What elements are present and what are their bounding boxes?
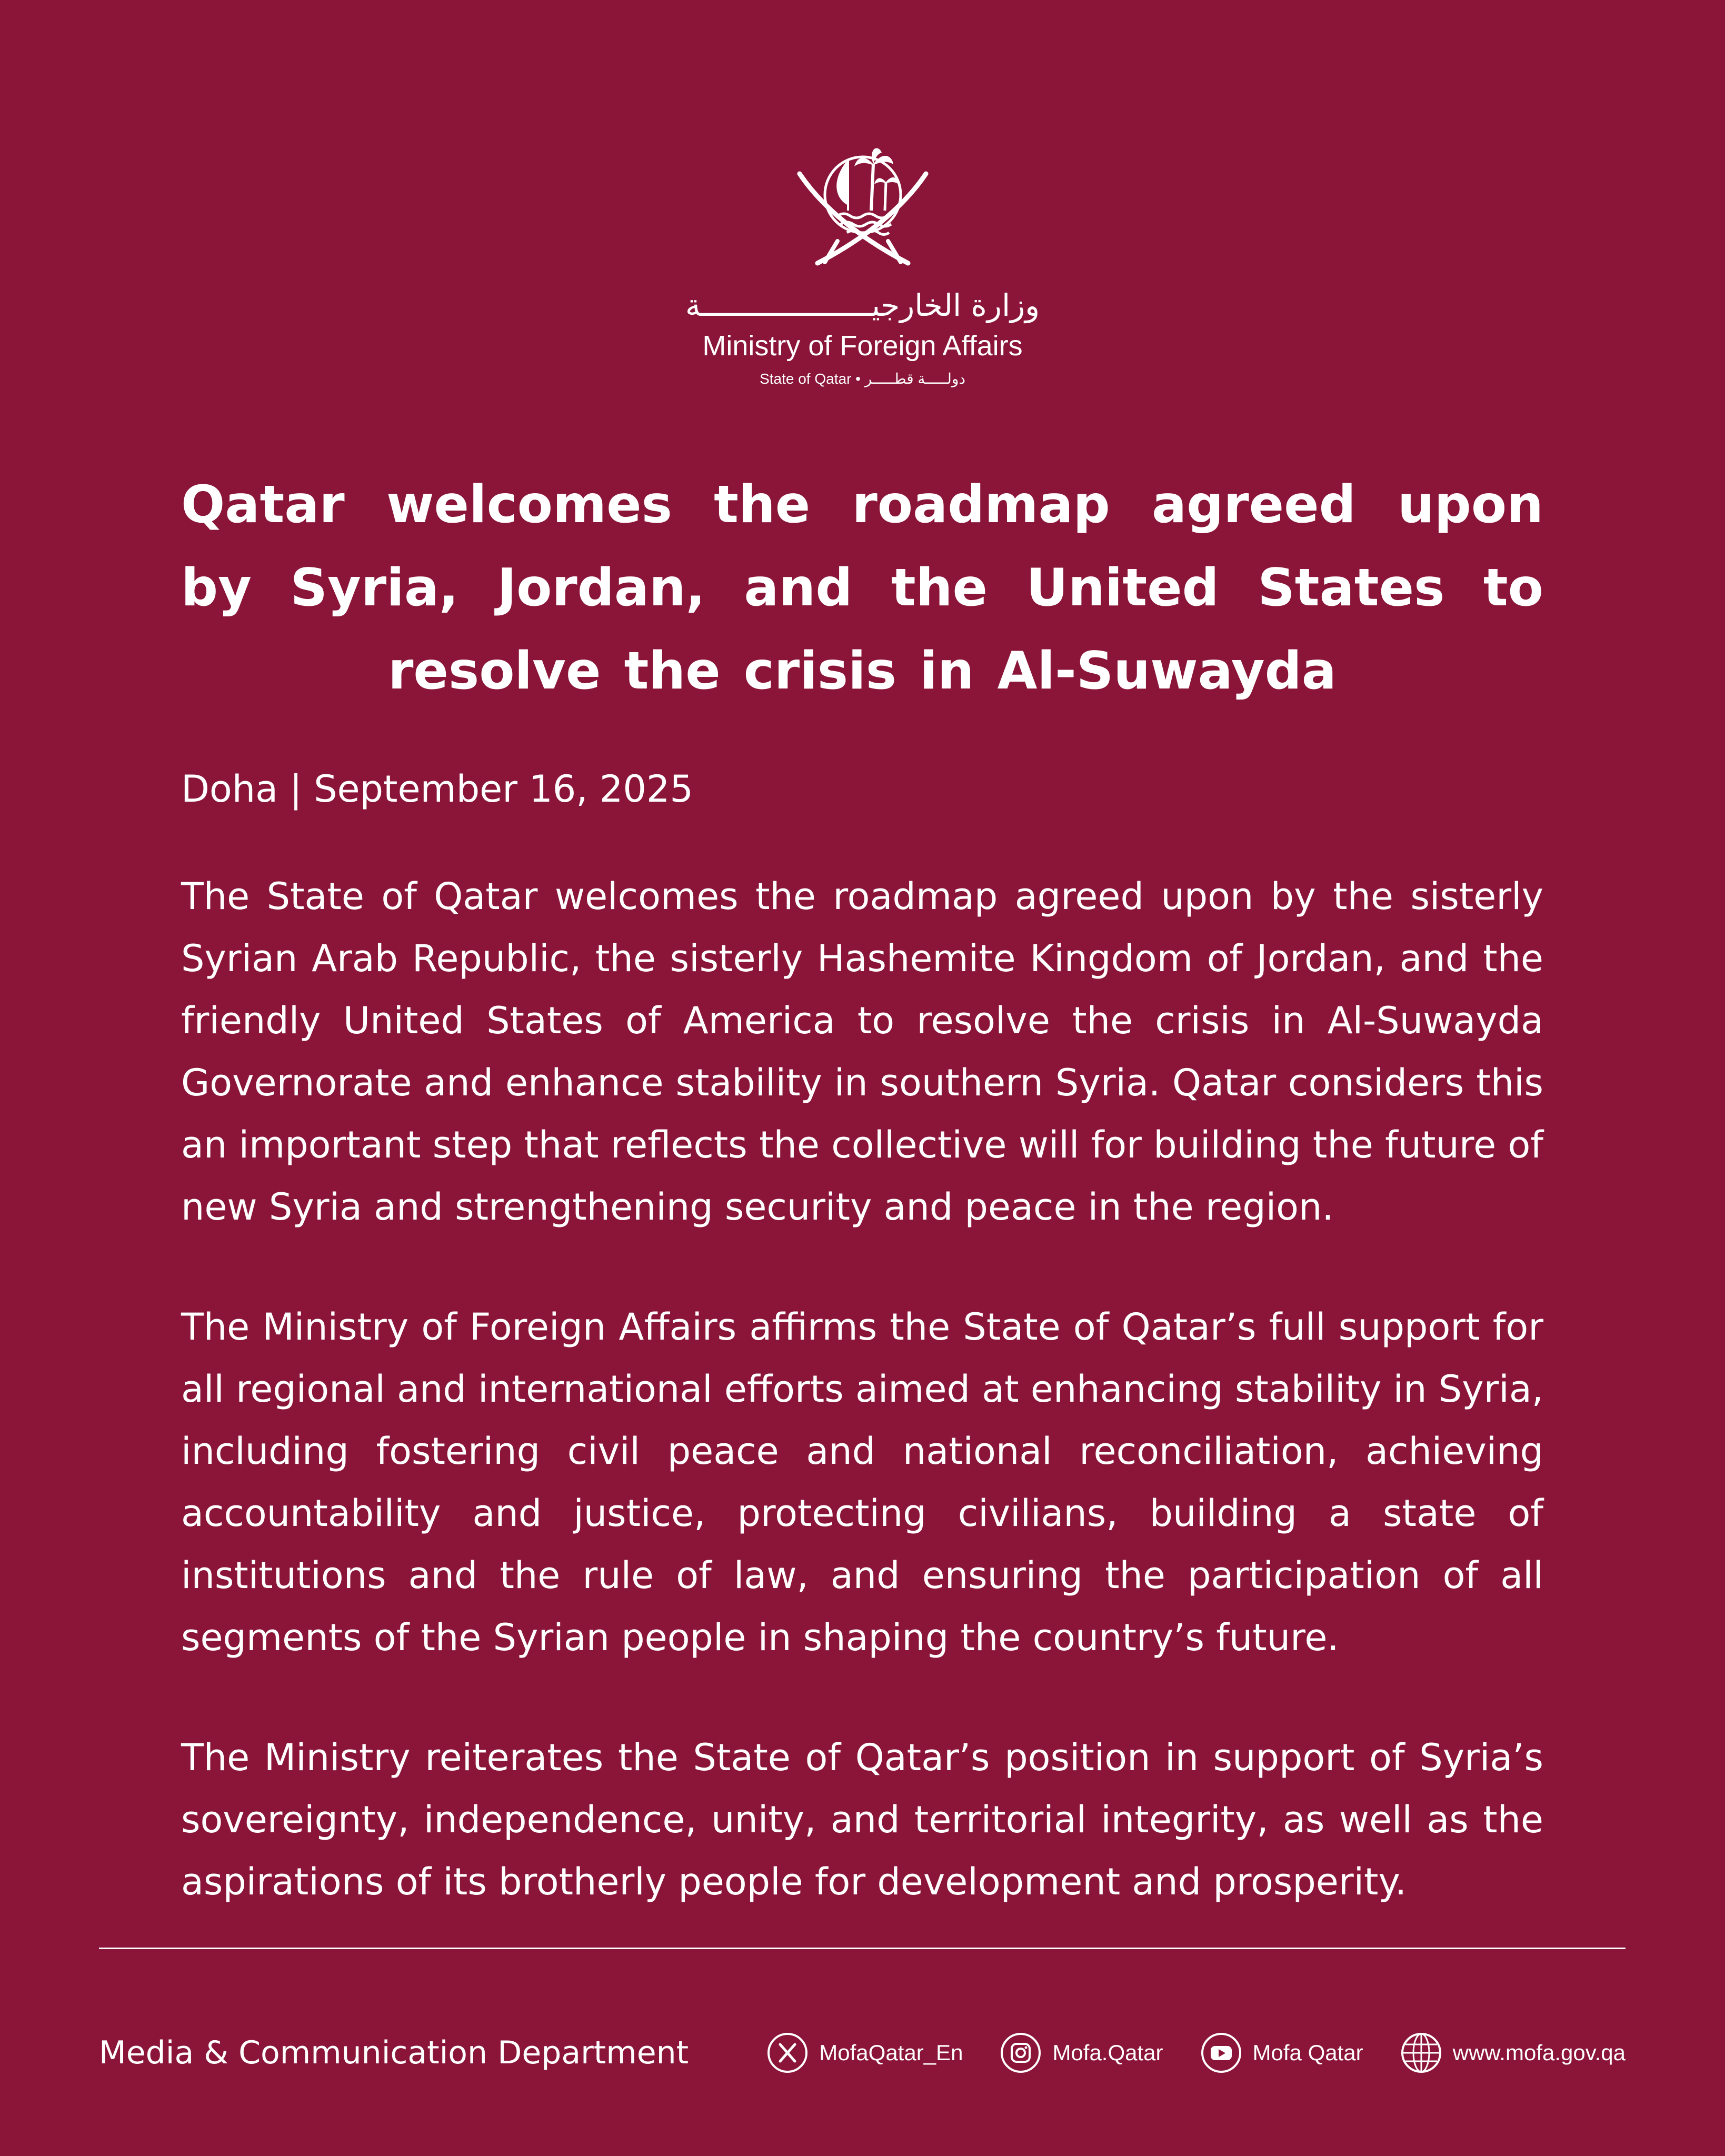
body-paragraph: The Ministry reiterates the State of Qatar’s position in support of Syria’s sovereignty, independence, unity, and territorial integrity, as well as the aspirations of its brotherly people for development and prosperity. bbox=[181, 1736, 1543, 1903]
ministry-name-arabic: وزارة الخارجيـــــــــــــــــــة bbox=[685, 287, 1040, 323]
youtube-icon bbox=[1200, 2032, 1242, 2074]
footer-divider bbox=[99, 1948, 1626, 1949]
social-links bbox=[730, 2027, 1626, 2079]
state-of-qatar-line: State of Qatar • دولـــــة قطـــــر bbox=[760, 371, 965, 387]
qatar-emblem-icon bbox=[789, 132, 936, 274]
social-handle-youtube: Mofa Qatar bbox=[1252, 2040, 1363, 2065]
social-link-instagram[interactable] bbox=[1000, 2032, 1163, 2074]
x-icon bbox=[766, 2032, 809, 2074]
social-link-x[interactable] bbox=[766, 2032, 963, 2074]
social-handle-instagram: Mofa.Qatar bbox=[1052, 2040, 1163, 2065]
globe-icon bbox=[1400, 2032, 1442, 2074]
ministry-logo bbox=[0, 132, 1725, 393]
website-url: www.mofa.gov.qa bbox=[1452, 2040, 1626, 2065]
dateline: Doha | September 16, 2025 bbox=[181, 767, 693, 811]
social-link-youtube[interactable] bbox=[1200, 2032, 1363, 2074]
press-release-title: Qatar welcomes the roadmap agreed upon by Syria, Jordan, and the United States to resolve the crisis in Al-Suwayda bbox=[181, 475, 1543, 701]
press-release bbox=[181, 463, 1543, 1913]
footer bbox=[99, 2027, 1626, 2079]
department-name: Media & Communication Department bbox=[99, 2034, 689, 2071]
social-handle-x: MofaQatar_En bbox=[819, 2040, 963, 2065]
ministry-name-english: Ministry of Foreign Affairs bbox=[702, 330, 1023, 362]
social-link-website[interactable] bbox=[1400, 2032, 1626, 2074]
body-paragraph: The State of Qatar welcomes the roadmap agreed upon by the sisterly Syrian Arab Republic, the sisterly Hashemite Kingdom of Jordan, and the friendly United States of America to resolve the crisis in Al-Suwayda Governorate and enhance stability in southern Syria. Qatar considers this an important step that reflects the collective will for building the future of new Syria and strengthening security and peace in the region. bbox=[181, 875, 1543, 1229]
body-paragraph: The Ministry of Foreign Affairs affirms the State of Qatar’s full support for all regional and international efforts aimed at enhancing stability in Syria, including fostering civil peace and national reconciliation, achieving accountability and justice, protecting civilians, building a state of institutions and the rule of law, and ensuring the participation of all segments of the Syrian people in shaping the country’s future. bbox=[181, 1305, 1543, 1659]
instagram-icon bbox=[1000, 2032, 1042, 2074]
